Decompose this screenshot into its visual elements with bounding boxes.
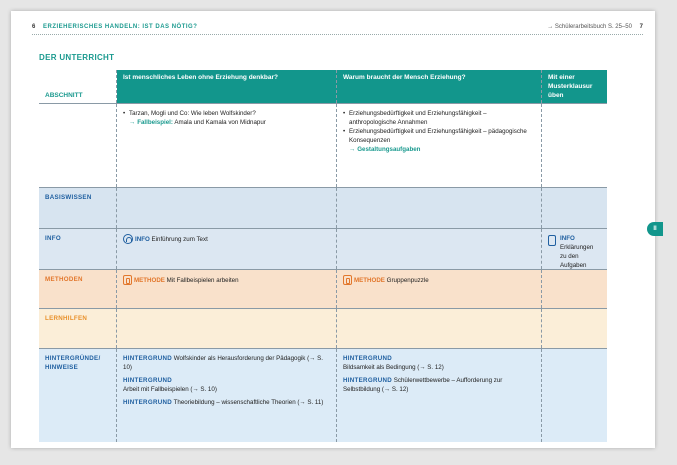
book-reference: → Schülerarbeitsbuch S. 25–50 [547,24,632,30]
arrow-icon: → [349,146,356,153]
bullet-list [123,109,330,118]
header-col-3: Mit einer Musterklausur üben [542,70,607,103]
row-label-cell [39,270,117,308]
info-text: Einführung zum Text [151,235,208,243]
phone-icon [343,275,352,285]
table-row-content [39,104,607,188]
section-title: DER UNTERRICHT [39,53,115,62]
info-keyword: INFO [560,235,575,242]
row-label: LERNHILFEN [45,315,88,322]
background-item [123,398,330,407]
table-row-methoden [39,270,607,309]
background-keyword: HINTERGRUND [123,399,173,406]
list-item: • Erziehungsbedürftigkeit und Erziehungsfähigkeit – pädagogische Konsequenzen [343,127,535,145]
table-header-row [39,70,607,104]
info-text: Erklärungen zu den Aufgaben [560,244,594,269]
chapter-title: ERZIEHERISCHES HANDELN: IST DAS NÖTIG? [43,24,198,30]
table-cell [337,188,542,228]
table-cell [117,229,337,269]
table-cell [542,188,607,228]
content-cell-col-3 [542,104,607,187]
table-row-hintergruende [39,349,607,442]
document-page [11,11,655,448]
background-item [123,354,330,372]
background-text: Schülerwettbewerbe – Aufforderung zur Selbstbildung (→ S. 12) [343,377,503,393]
bullet-list [343,109,535,145]
background-keyword: HINTERGRUND [123,355,173,362]
info-phone-link[interactable] [548,234,601,270]
method-text: Gruppenpuzzle [386,276,429,284]
running-header-right [547,24,643,30]
background-item [123,376,330,394]
background-text: Theoriebildung – wissenschaftliche Theorien (→ S. 11) [173,399,324,406]
header-col-1: Ist menschliches Leben ohne Erziehung denkbar? [117,70,337,103]
row-label: HINTERGRÜNDE/ HINWEISE [45,355,101,371]
content-cell-col-2 [337,104,542,187]
table-cell [337,349,542,442]
row-label-cell [39,229,117,269]
table-row-basiswissen [39,188,607,229]
method-keyword: METHODE [354,276,385,284]
table-cell [542,349,607,442]
table-cell [337,309,542,348]
list-item: • Erziehungsbedürftigkeit und Erziehungsfähigkeit – anthropologische Annahmen [343,109,535,127]
table-cell [117,309,337,348]
table-cell [337,270,542,308]
background-keyword: HINTERGRUND [343,377,393,384]
method-link[interactable] [123,277,239,284]
method-text: Mit Fallbeispielen arbeiten [166,276,239,284]
table-cell [117,270,337,308]
header-abschnitt-label: ABSCHNITT [45,92,83,99]
case-link-text: Amala und Kamala von Midnapur [174,119,266,126]
background-text: Arbeit mit Fallbeispielen (→ S. 10) [123,386,217,393]
audio-icon [123,234,133,244]
method-link[interactable] [343,277,429,284]
chapter-side-tab[interactable]: II [647,222,663,236]
tasks-link-text: Gestaltungsaufgaben [357,146,421,153]
table-cell [542,309,607,348]
table-cell [117,188,337,228]
table-row-lernhilfen [39,309,607,349]
info-keyword: INFO [135,235,150,243]
page-number-right: 7 [639,24,643,30]
row-label-cell [39,188,117,228]
header-abschnitt [39,70,117,103]
content-label-cell [39,104,117,187]
table-cell [337,229,542,269]
row-label-cell [39,309,117,348]
background-keyword: HINTERGRUND [123,377,173,384]
method-keyword: METHODE [134,276,165,284]
arrow-icon: → [129,119,136,126]
background-keyword: HINTERGRUND [343,355,393,362]
running-header-left [32,24,197,30]
list-item: • Tarzan, Mogli und Co: Wie leben Wolfskinder? [123,109,330,118]
case-link-label: Fallbeispiel: [137,119,173,126]
phone-icon [548,235,556,246]
table-row-info [39,229,607,270]
table-cell [117,349,337,442]
content-cell-col-1 [117,104,337,187]
header-divider [32,34,643,35]
table-cell [542,229,607,269]
phone-icon [123,275,132,285]
row-label-cell [39,349,117,442]
table-cell [542,270,607,308]
background-text: Bildsamkeit als Bedingung (→ S. 12) [343,364,444,371]
case-link[interactable] [123,118,330,127]
page-number-left: 6 [32,24,36,30]
lesson-overview-table [39,70,607,442]
background-text: Wolfskinder als Herausforderung der Pädagogik (→ S. 10) [123,355,323,371]
info-audio-link[interactable] [123,236,208,243]
background-item [343,376,535,394]
header-col-2: Warum braucht der Mensch Erziehung? [337,70,542,103]
background-item [343,354,535,372]
row-label: BASISWISSEN [45,194,92,201]
row-label: INFO [45,235,61,242]
row-label: METHODEN [45,276,83,283]
tasks-link[interactable] [343,145,535,154]
